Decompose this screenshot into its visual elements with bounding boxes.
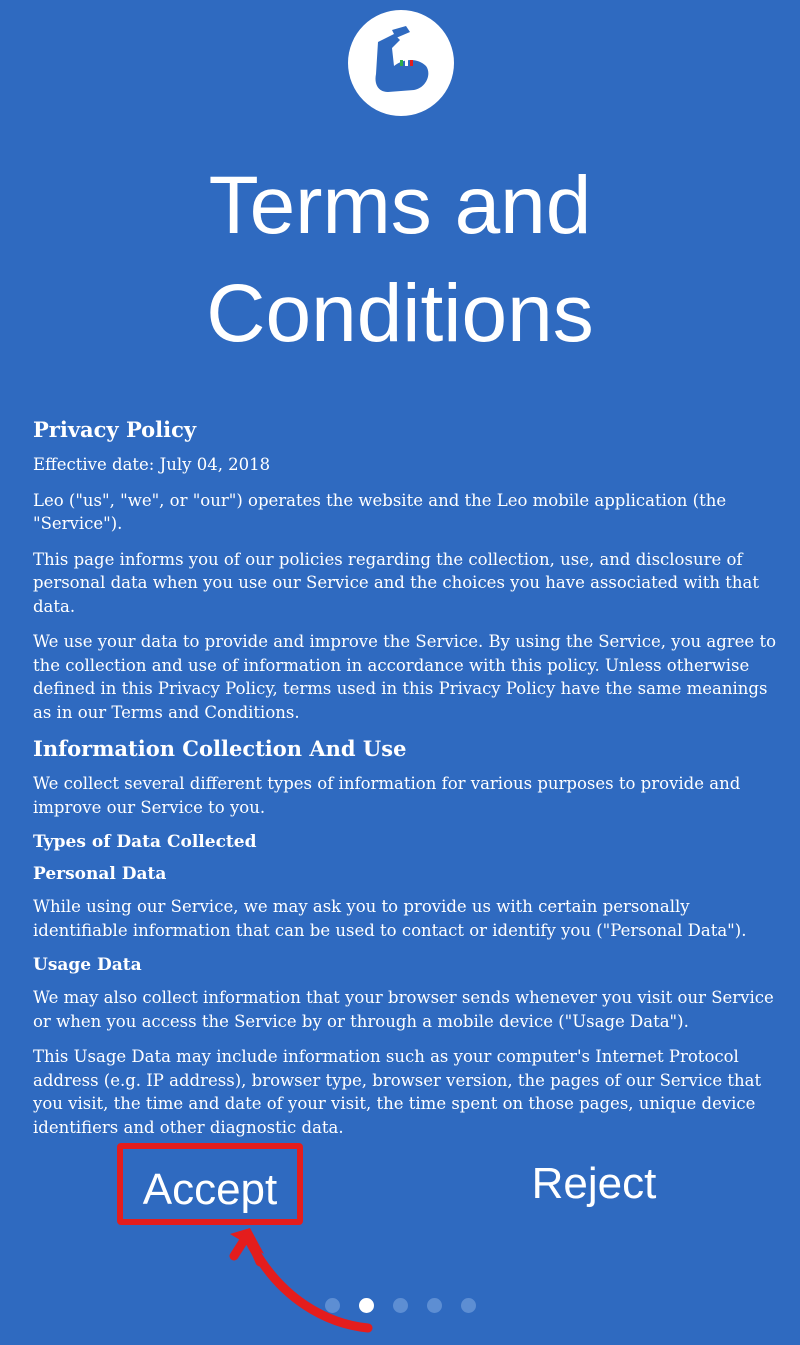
page-indicator xyxy=(325,1298,485,1314)
page-dot-2-active[interactable] xyxy=(359,1298,374,1313)
privacy-policy-heading: Privacy Policy xyxy=(33,417,197,442)
page-dot-5[interactable] xyxy=(461,1298,476,1313)
accept-button[interactable]: Accept xyxy=(117,1143,303,1225)
personal-data-heading: Personal Data xyxy=(33,864,167,884)
information-collection-heading: Information Collection And Use xyxy=(33,736,407,761)
page-title-line-1: Terms and xyxy=(208,160,592,251)
reject-button[interactable]: Reject xyxy=(494,1143,694,1225)
paragraph-personal-data: While using our Service, we may ask you to provide us with certain personally identifiable information that can be used to contact or identify you ("Personal Data"). xyxy=(33,897,747,940)
paragraph-usage-data: We may also collect information that your browser sends whenever you visit our Service or when you access the Service by or through a mobile device ("Usage Data"). xyxy=(33,988,774,1031)
terms-content-scroll[interactable] xyxy=(33,412,778,1137)
page-title-line-2: Conditions xyxy=(206,268,594,359)
paragraph-operator: Leo ("us", "we", or "our") operates the website and the Leo mobile application (the "Service"). xyxy=(33,490,727,533)
page-title xyxy=(0,152,800,368)
usage-data-heading: Usage Data xyxy=(33,955,142,975)
paragraph-policy-intro: This page informs you of our policies regarding the collection, use, and disclosure of personal data when you use our Service and the choices you have associated with that data. xyxy=(33,549,759,616)
paragraph-usage-details: This Usage Data may include information such as your computer's Internet Protocol address (e.g. IP address), browser type, browser version, the pages of our Service that you visit, the time and date of your visit, the time spent on those pages, unique device identifiers and other diagnostic data. xyxy=(33,1047,762,1137)
paragraph-collection: We collect several different types of information for various purposes to provide and improve our Service to you. xyxy=(33,774,741,817)
page-dot-1[interactable] xyxy=(325,1298,340,1313)
action-buttons xyxy=(0,1143,800,1225)
pointer-arrow-icon xyxy=(220,1220,380,1345)
app-logo xyxy=(348,10,454,116)
types-of-data-heading: Types of Data Collected xyxy=(33,832,257,852)
page-dot-4[interactable] xyxy=(427,1298,442,1313)
page-dot-3[interactable] xyxy=(393,1298,408,1313)
paragraph-data-use: We use your data to provide and improve the Service. By using the Service, you agree to the collection and use of information in accordance with this policy. Unless otherwise defined in this Privacy Policy, terms used in this Privacy Policy have the same meanings as in our Terms and Conditions. xyxy=(33,632,777,722)
flexed-arm-icon xyxy=(348,10,454,116)
effective-date: Effective date: July 04, 2018 xyxy=(33,455,271,474)
